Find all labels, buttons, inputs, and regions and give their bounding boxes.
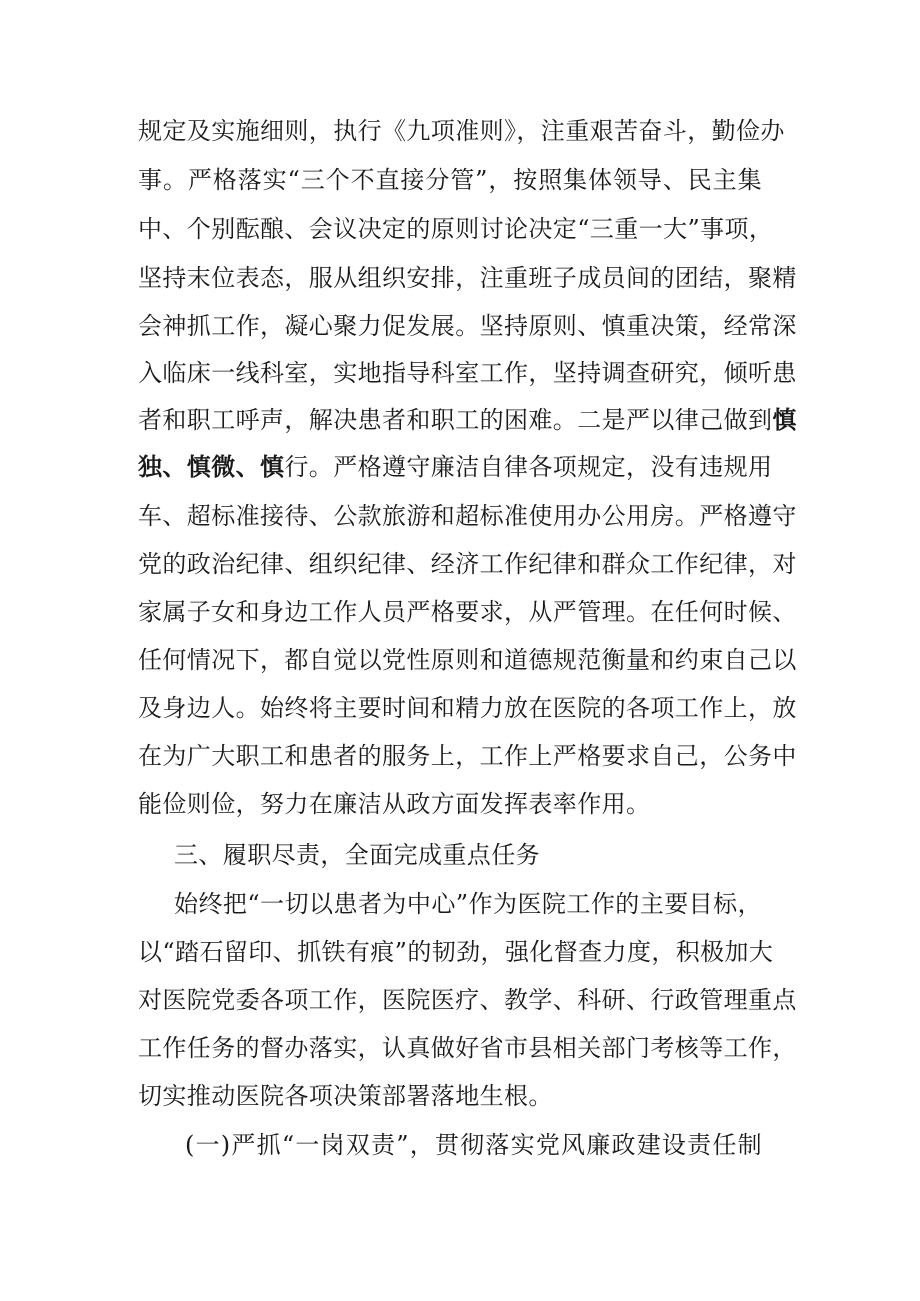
body-text-line: 事。严格落实“三个不直接分管”，按照集体领导、民主集	[138, 166, 762, 194]
body-text-line: 车、超标准接待、公款旅游和超标准使用办公用房。严格遵守	[138, 502, 797, 530]
body-text-line: 坚持末位表态，服从组织安排，注重班子成员间的团结，聚精	[138, 264, 797, 292]
body-text-line: 在为广大职工和患者的服务上，工作上严格要求自己，公务中	[138, 742, 797, 770]
body-text-line: 家属子女和身边工作人员严格要求，从严管理。在任何时候、	[138, 598, 797, 626]
body-text-line: 党的政治纪律、组织纪律、经济工作纪律和群众工作纪律，对	[138, 550, 797, 578]
body-text-segment: 者和职工呼声，解决患者和职工的困难。二是严以律己做到	[138, 406, 773, 434]
body-text-line: 规定及实施细则，执行《九项准则》，注重艰苦奋斗，勤俭办	[138, 117, 785, 145]
body-text-line: 始终把“一切以患者为中心”作为医院工作的主要目标，	[174, 890, 762, 918]
bold-text-segment: 独、慎微、慎	[138, 452, 285, 481]
body-text-line: 及身边人。始终将主要时间和精力放在医院的各项工作上，放	[138, 694, 797, 722]
body-text-line: 中、个别酝酿、会议决定的原则讨论决定“三重一大”事项，	[138, 215, 774, 243]
body-text-line	[138, 443, 773, 491]
body-text-line: 能俭则俭，努力在廉洁从政方面发挥表率作用。	[138, 790, 651, 818]
body-text-line: 会神抓工作，凝心聚力促发展。坚持原则、慎重决策，经常深	[138, 312, 797, 340]
sub-heading: (一)严抓“一岗双责”，贯彻落实党风廉政建设责任制	[185, 1131, 762, 1159]
body-text-line: 对医院党委各项工作，医院医疗、教学、科研、行政管理重点	[138, 986, 797, 1014]
body-text-line: 切实推动医院各项决策部署落地生根。	[138, 1082, 553, 1110]
body-text-segment: 行。严格遵守廉洁自律各项规定，没有违规用	[284, 453, 773, 481]
body-text-line: 任何情况下，都自觉以党性原则和道德规范衡量和约束自己以	[138, 646, 797, 674]
bold-text-segment: 慎	[772, 405, 797, 434]
section-heading: 三、履职尽责，全面完成重点任务	[174, 841, 540, 869]
body-text-line: 入临床一线科室，实地指导科室工作，坚持调查研究，倾听患	[138, 359, 797, 387]
body-text-line	[138, 396, 797, 444]
body-text-line: 以“踏石留印、抓铁有痕”的韧劲，强化督查力度，积极加大	[138, 938, 774, 966]
body-text-line: 工作任务的督办落实，认真做好省市县相关部门考核等工作，	[138, 1034, 797, 1062]
